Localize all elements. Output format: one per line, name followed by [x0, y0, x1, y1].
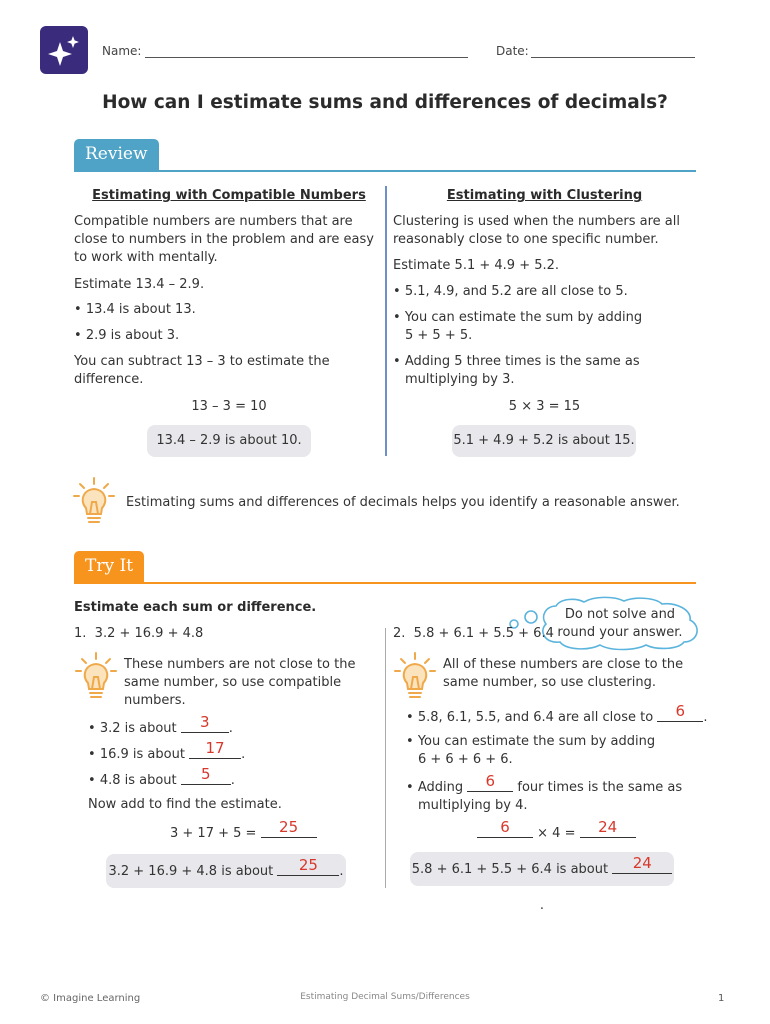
- problem-2-equation: 6 × 4 = 24: [477, 823, 636, 843]
- problem-1-bullet: • 4.8 is about 5 .: [88, 765, 235, 788]
- lightbulb-icon: [74, 651, 118, 703]
- answer-blank[interactable]: 17: [189, 744, 241, 759]
- problem-2-bullet: • Adding 6 four times is the same as multiplying by 4.: [406, 772, 683, 813]
- compatible-equation: 13 – 3 = 10: [191, 399, 267, 414]
- problem-1-bullet: • 3.2 is about 3 .: [88, 713, 233, 736]
- page-title: How can I estimate sums and differences of decimals?: [102, 92, 668, 113]
- problem-2-hint: All of these numbers are close to the same number, so use clustering.: [443, 657, 684, 690]
- name-line[interactable]: [145, 57, 468, 58]
- date-line[interactable]: [531, 57, 695, 58]
- tryit-tab: Try It: [74, 551, 144, 583]
- answer-blank[interactable]: 5: [181, 770, 231, 785]
- review-tab: Review: [74, 139, 159, 171]
- answer-blank[interactable]: 6: [467, 777, 513, 792]
- tip-text: Estimating sums and differences of decimals helps you identify a reasonable answer.: [126, 495, 680, 510]
- compatible-intro: Compatible numbers are numbers that are close to numbers in the problem and are easy to work with mentally.: [74, 214, 374, 265]
- clustering-bullet: • 5.1, 4.9, and 5.2 are all close to 5.: [393, 284, 628, 299]
- compatible-bullet: • 13.4 is about 13.: [74, 302, 196, 317]
- page-number: 1: [718, 993, 725, 1004]
- problem-2-result: 5.8 + 6.1 + 5.5 + 6.4 is about 24.: [410, 852, 674, 886]
- answer-blank[interactable]: 3: [181, 718, 229, 733]
- compatible-result: 13.4 – 2.9 is about 10.: [147, 425, 311, 457]
- compatible-estimate: Estimate 13.4 – 2.9.: [74, 277, 205, 292]
- clustering-estimate: Estimate 5.1 + 4.9 + 5.2.: [393, 258, 560, 273]
- problem-2-bullet: • 5.8, 6.1, 5.5, and 6.4 are all close to 6 .: [406, 702, 708, 725]
- compatible-bullet: • 2.9 is about 3.: [74, 328, 180, 343]
- tryit-instruction: Estimate each sum or difference.: [74, 600, 317, 615]
- clustering-result: 5.1 + 4.9 + 5.2 is about 15.: [452, 425, 636, 457]
- clustering-bullet: • Adding 5 three times is the same as multiplying by 3.: [393, 354, 640, 387]
- problem-1-equation: 3 + 17 + 5 = 25: [170, 823, 317, 843]
- problem-2: 2. 5.8 + 6.1 + 5.5 + 6.4: [393, 626, 554, 641]
- problem-1-result: 3.2 + 16.9 + 4.8 is about 25 .: [106, 854, 346, 888]
- footer-copyright: © Imagine Learning: [40, 993, 141, 1004]
- clustering-heading: Estimating with Clustering: [446, 188, 643, 203]
- clustering-equation: 5 × 3 = 15: [508, 399, 581, 414]
- tryit-divider: [74, 582, 696, 584]
- review-column-divider: [385, 186, 387, 456]
- answer-blank[interactable]: 25: [261, 823, 317, 838]
- problem-1-now-add: Now add to find the estimate.: [88, 797, 282, 812]
- clustering-intro: Clustering is used when the numbers are all reasonably close to one specific number.: [393, 214, 680, 247]
- sparkle-icon: [40, 26, 88, 74]
- answer-blank[interactable]: 6: [477, 823, 533, 838]
- tryit-column-divider: [385, 628, 386, 888]
- problem-1-bullet: • 16.9 is about 17 .: [88, 739, 246, 762]
- answer-blank[interactable]: 24: [612, 859, 672, 874]
- problem-1-hint: These numbers are not close to the same number, so use compatible numbers.: [124, 657, 356, 708]
- answer-blank[interactable]: 24: [580, 823, 636, 838]
- thought-bubble: [506, 596, 706, 652]
- date-label: Date:: [496, 44, 529, 58]
- answer-blank[interactable]: 6: [657, 707, 703, 722]
- footer-title: Estimating Decimal Sums/Differences: [300, 992, 470, 1002]
- clustering-bullet: • You can estimate the sum by adding 5 + 5 + 5.: [393, 310, 643, 343]
- lightbulb-icon: [393, 651, 437, 703]
- problem-2-bullet: • You can estimate the sum by adding 6 + 6 + 6 + 6.: [406, 734, 656, 767]
- review-divider: [74, 170, 696, 172]
- answer-blank[interactable]: 25: [277, 861, 339, 876]
- problem-1: 1. 3.2 + 16.9 + 4.8: [74, 626, 204, 641]
- thought-bubble-text: Do not solve and round your answer.: [557, 607, 683, 640]
- lightbulb-icon: [72, 476, 116, 528]
- name-label: Name:: [102, 44, 142, 58]
- logo: [40, 26, 88, 74]
- compatible-explain: You can subtract 13 – 3 to estimate the difference.: [74, 354, 330, 387]
- compatible-heading: Estimating with Compatible Numbers: [92, 188, 366, 203]
